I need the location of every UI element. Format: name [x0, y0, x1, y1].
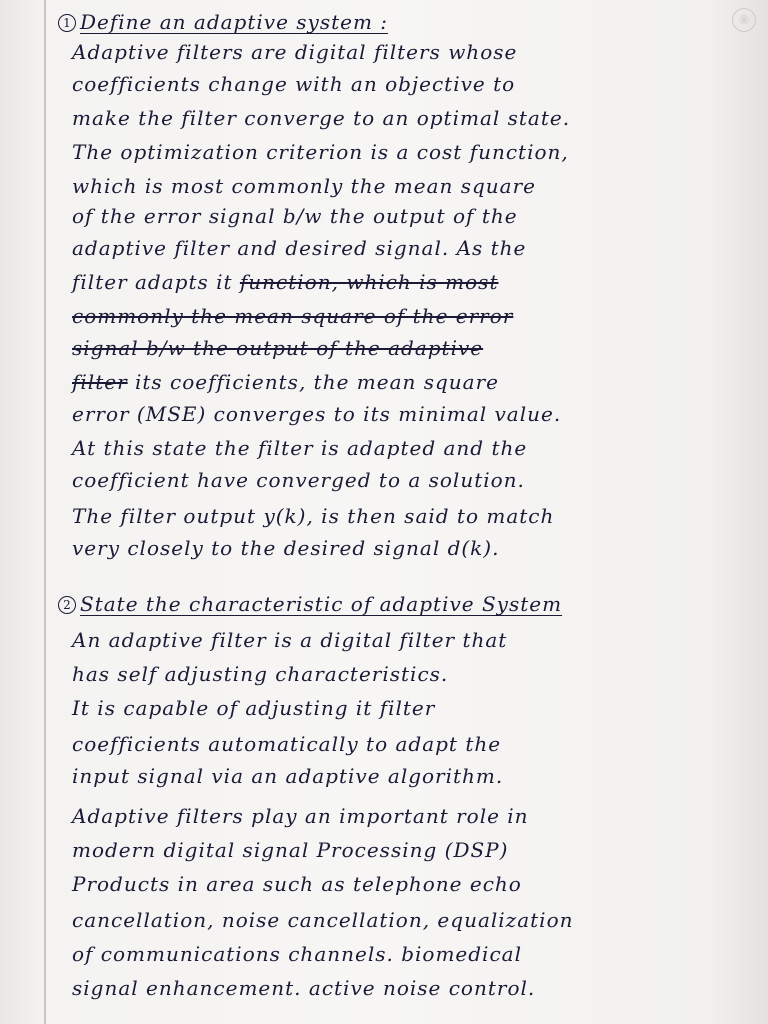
q1-line-4: The optimization criterion is a cost function,	[72, 140, 569, 164]
q2-line-1: An adaptive filter is a digital filter that	[72, 628, 508, 652]
q2-heading	[58, 594, 562, 614]
q1-line-9: commonly the mean square of the error	[72, 304, 514, 328]
q1-number: 1	[58, 14, 76, 32]
q2-title: State the characteristic of adaptive System	[80, 592, 563, 616]
page-corner-mark: ⑧	[732, 8, 756, 32]
q2-number: 2	[58, 596, 76, 614]
margin-line	[44, 0, 46, 1024]
q1-heading	[58, 12, 388, 32]
q2-line-9: cancellation, noise cancellation, equalization	[72, 908, 574, 932]
q2-line-4: coefficients automatically to adapt the	[72, 732, 502, 756]
q1-line-5: which is most commonly the mean square	[72, 174, 537, 198]
q2-line-8: Products in area such as telephone echo	[72, 872, 522, 896]
q1-line-11: filter its coefficients, the mean square	[72, 370, 500, 394]
q1-line-8: filter adapts it function, which is most	[72, 270, 499, 294]
q2-line-10: of communications channels. biomedical	[72, 942, 522, 966]
q1-line-6: of the error signal b/w the output of the	[72, 204, 518, 228]
q1-line-10: signal b/w the output of the adaptive	[72, 336, 484, 360]
q1-line-7: adaptive filter and desired signal. As the	[72, 236, 527, 260]
q1-line-3: make the filter converge to an optimal state.	[72, 106, 571, 130]
q2-line-7: modern digital signal Processing (DSP)	[72, 838, 509, 862]
q1-strike-d: filter	[72, 370, 128, 394]
q1-line-1: Adaptive filters are digital filters whose	[72, 40, 518, 64]
q2-line-2: has self adjusting characteristics.	[72, 662, 449, 686]
q2-line-5: input signal via an adaptive algorithm.	[72, 764, 504, 788]
q1-line-16: very closely to the desired signal d(k).	[72, 536, 500, 560]
q1-line-15: The filter output y(k), is then said to match	[72, 504, 555, 528]
q1-title: Define an adaptive system :	[80, 10, 389, 34]
q1-line-12: error (MSE) converges to its minimal value.	[72, 402, 562, 426]
q1-strike-a: function, which is most	[239, 270, 499, 294]
q2-line-3: It is capable of adjusting it filter	[72, 696, 436, 720]
q2-line-6: Adaptive filters play an important role in	[72, 804, 529, 828]
q1-line-13: At this state the filter is adapted and the	[72, 436, 528, 460]
q1-line-14: coefficient have converged to a solution.	[72, 468, 525, 492]
q1-line-2: coefficients change with an objective to	[72, 72, 516, 96]
q2-line-11: signal enhancement. active noise control.	[72, 976, 536, 1000]
